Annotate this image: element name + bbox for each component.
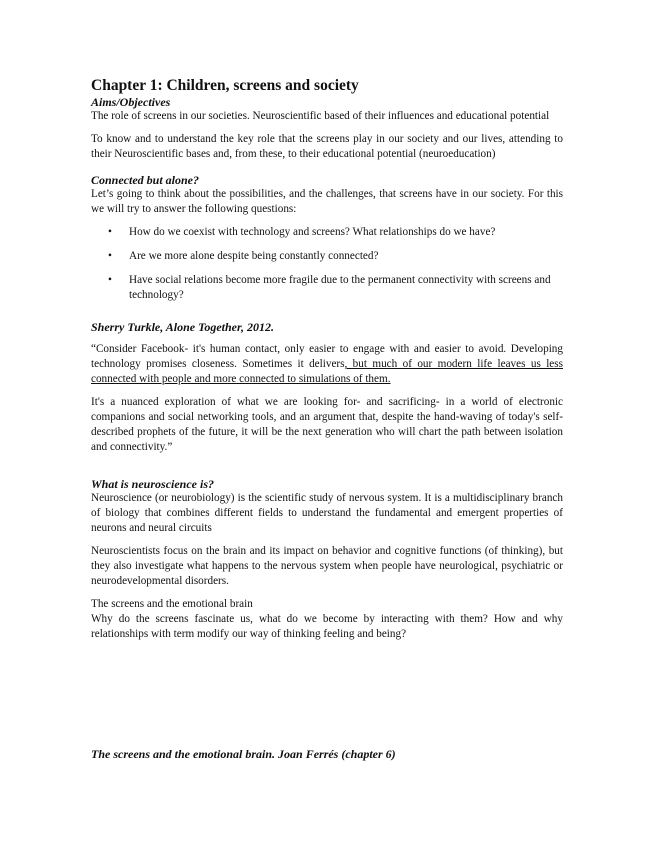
question-text: Are we more alone despite being constantly connected? xyxy=(129,250,379,262)
question-list xyxy=(91,225,563,303)
bullet-icon: • xyxy=(108,226,112,238)
list-item xyxy=(91,225,563,240)
spacer xyxy=(91,536,563,544)
spacer xyxy=(91,334,563,342)
emotional-brain-question: Why do the screens fascinate us, what do we become by interacting with them? How and why relationships with term modify our way of thinking feeling and being? xyxy=(91,613,563,640)
bullet-icon: • xyxy=(108,274,112,286)
spacer xyxy=(91,312,563,320)
neuroscientists-paragraph: Neuroscientists focus on the brain and its impact on behavior and cognitive functions (of thinking), but they also investigate what happens to the nervous system when people have neurological, psychiatric or neurodevelopmental disorders. xyxy=(91,545,563,587)
question-text: Have social relations become more fragile due to the permanent connectivity with screens and technology? xyxy=(129,274,551,301)
spacer xyxy=(91,387,563,395)
neuroscience-paragraph: Neuroscience (or neurobiology) is the scientific study of nervous system. It is a multidisciplinary branch of biology that combines different fields to understand the fundamental and emergent properties of neurons and neural circuits xyxy=(91,492,563,534)
turkle-heading: Sherry Turkle, Alone Together, 2012. xyxy=(91,320,275,334)
connected-intro: Let’s going to think about the possibilities, and the challenges, that screens have in our society. For this we will try to answer the following questions: xyxy=(91,188,563,215)
spacer xyxy=(91,455,563,477)
turkle-quote xyxy=(91,342,563,387)
document-body xyxy=(91,77,563,642)
spacer xyxy=(91,217,563,225)
aims-paragraph: To know and to understand the key role that the screens play in our society and our lives, attending to their Neuroscientific bases and, from these, to their educational potential (neuroeducation) xyxy=(91,133,563,160)
connected-heading: Connected but alone? xyxy=(91,173,200,187)
bullet-icon: • xyxy=(108,250,112,262)
reference-title: The screens and the emotional brain. Joan Ferrés (chapter 6) xyxy=(91,747,396,761)
quote-text: “Consider Facebook- it's human contact, only easier to engage with and easier to avoid. Developing technology promises closeness. Sometimes it delivers xyxy=(91,343,563,370)
list-item xyxy=(91,273,563,303)
list-item xyxy=(91,249,563,264)
spacer xyxy=(91,124,563,132)
turkle-paragraph: It's a nuanced exploration of what we are looking for- and sacrificing- in a world of electronic companions and social networking tools, and an argument that, despite the hand-waving of today's self-described prophets of the future, it will be the next generation who will chart the path between isolation and connectivity.” xyxy=(91,396,563,453)
chapter-title: Chapter 1: Children, screens and society xyxy=(91,77,359,94)
spacer xyxy=(91,162,563,173)
aims-line: The role of screens in our societies. Neuroscientific based of their influences and educational potential xyxy=(91,110,550,122)
aims-heading: Aims/Objectives xyxy=(91,95,171,109)
question-text: How do we coexist with technology and screens? What relationships do we have? xyxy=(129,226,496,238)
quote-underlined-text: , but much of our modern life leaves us less connected with people and more connected to simulations of them. xyxy=(91,358,563,385)
neuroscience-heading: What is neuroscience is? xyxy=(91,477,215,491)
spacer xyxy=(91,589,563,597)
emotional-brain-subtopic: The screens and the emotional brain xyxy=(91,598,253,610)
